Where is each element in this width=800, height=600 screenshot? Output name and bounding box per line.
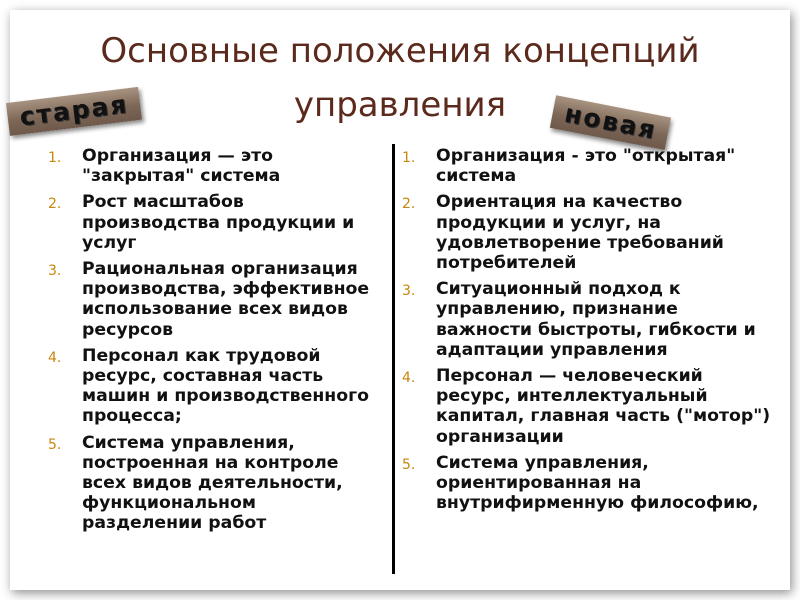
item-text: Система управления, построенная на контроле всех видов деятельности, функциональном разделении работ: [82, 432, 343, 534]
item-text: Персонал — человеческий ресурс, интеллектуальный капитал, главная часть ("мотор") организации: [436, 366, 771, 447]
item-text: Рациональная организация производства, эффективное использование всех видов ресурсов: [82, 259, 370, 340]
list-item: [48, 433, 378, 534]
item-number: 5.: [402, 456, 416, 473]
item-number: 2.: [402, 196, 416, 213]
list-item: [48, 259, 378, 340]
title-line-2: управления: [293, 85, 507, 125]
title-line-1: Основные положения концепций: [100, 31, 700, 71]
list-item: [402, 279, 772, 360]
item-text: Рост масштабов производства продукции и услуг: [82, 192, 355, 253]
item-text: Ориентация на качество продукции и услуг, на удовлетворение требований потребителей: [436, 192, 724, 274]
old-concept-label: старая: [6, 87, 142, 136]
item-number: 3.: [48, 263, 62, 280]
item-number: 5.: [48, 436, 62, 453]
item-text: Организация - это "открытая" система: [436, 146, 736, 187]
item-text: Ситуационный подход к управлению, признание важности быстроты, гибкости и адаптации управления: [436, 279, 756, 360]
new-concept-label: новая: [550, 95, 671, 150]
item-number: 4.: [48, 349, 62, 366]
item-number: 1.: [48, 150, 62, 166]
item-number: 3.: [402, 283, 416, 300]
list-item: [48, 346, 378, 427]
item-text: Организация — это "закрытая" система: [82, 146, 281, 187]
list-item: [402, 453, 772, 514]
list-item: [48, 146, 378, 186]
item-number: 4.: [402, 370, 416, 387]
item-number: 1.: [402, 150, 416, 166]
new-concept-list: [402, 146, 772, 519]
list-item: [48, 192, 378, 253]
column-divider: [392, 144, 395, 574]
item-number: 2.: [48, 196, 62, 213]
item-text: Персонал как трудовой ресурс, составная часть машин и производственного процесса;: [82, 345, 369, 427]
list-item: [402, 192, 772, 273]
old-concept-list: [48, 146, 378, 540]
list-item: [402, 146, 772, 186]
list-item: [402, 366, 772, 447]
item-text: Система управления, ориентированная на внутрифирменную философию,: [436, 452, 759, 514]
